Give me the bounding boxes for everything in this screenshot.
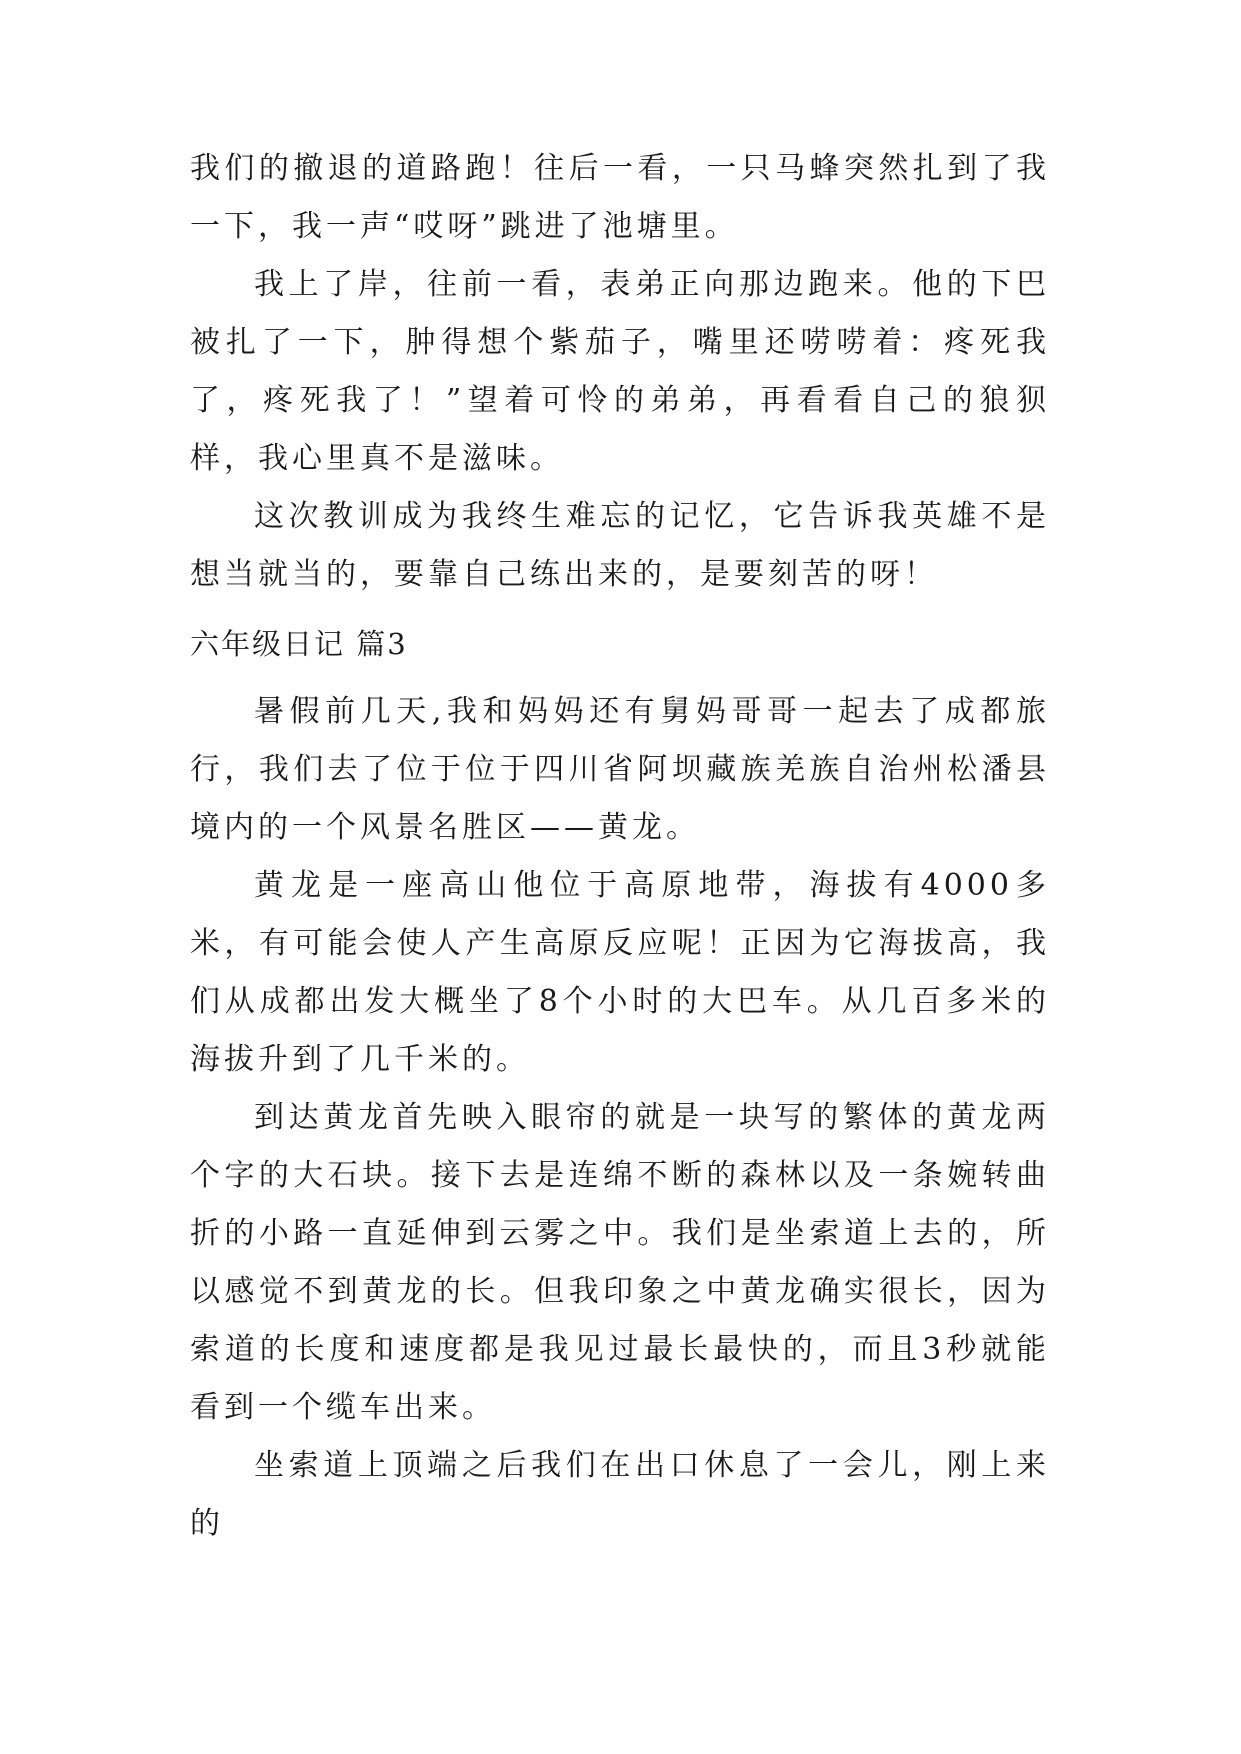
paragraph: 我上了岸，往前一看，表弟正向那边跑来。他的下巴被扎了一下，肿得想个紫茄子，嘴里还唠唠着：疼死我了，疼死我了！”望着可怜的弟弟，再看看自己的狼狈样，我心里真不是滋味。 bbox=[190, 267, 1050, 476]
section-heading: 六年级日记 篇3 bbox=[190, 627, 408, 661]
text-block-top bbox=[190, 140, 1050, 604]
paragraph: 黄龙是一座高山他位于高原地带，海拔有4000多米，有可能会使人产生高原反应呢！正因为它海拔高，我们从成都出发大概坐了8个小时的大巴车。从几百多米的海拔升到了几千米的。 bbox=[190, 868, 1050, 1077]
paragraph: 坐索道上顶端之后我们在出口休息了一会儿，刚上来的 bbox=[190, 1448, 1050, 1541]
paragraph: 我们的撤退的道路跑！往后一看，一只马蜂突然扎到了我一下，我一声“哎呀”跳进了池塘里。 bbox=[190, 151, 1050, 244]
paragraph: 这次教训成为我终生难忘的记忆，它告诉我英雄不是想当就当的，要靠自己练出来的，是要刻苦的呀！ bbox=[190, 499, 1050, 592]
section-heading-block bbox=[190, 615, 1050, 673]
text-block-bottom bbox=[190, 683, 1050, 1553]
paragraph: 到达黄龙首先映入眼帘的就是一块写的繁体的黄龙两个字的大石块。接下去是连绵不断的森林以及一条婉转曲折的小路一直延伸到云雾之中。我们是坐索道上去的，所以感觉不到黄龙的长。但我印象之中黄龙确实很长，因为索道的长度和速度都是我见过最长最快的，而且3秒就能看到一个缆车出来。 bbox=[190, 1100, 1050, 1425]
paragraph: 暑假前几天,我和妈妈还有舅妈哥哥一起去了成都旅行，我们去了位于位于四川省阿坝藏族羌族自治州松潘县境内的一个风景名胜区——黄龙。 bbox=[190, 694, 1050, 845]
